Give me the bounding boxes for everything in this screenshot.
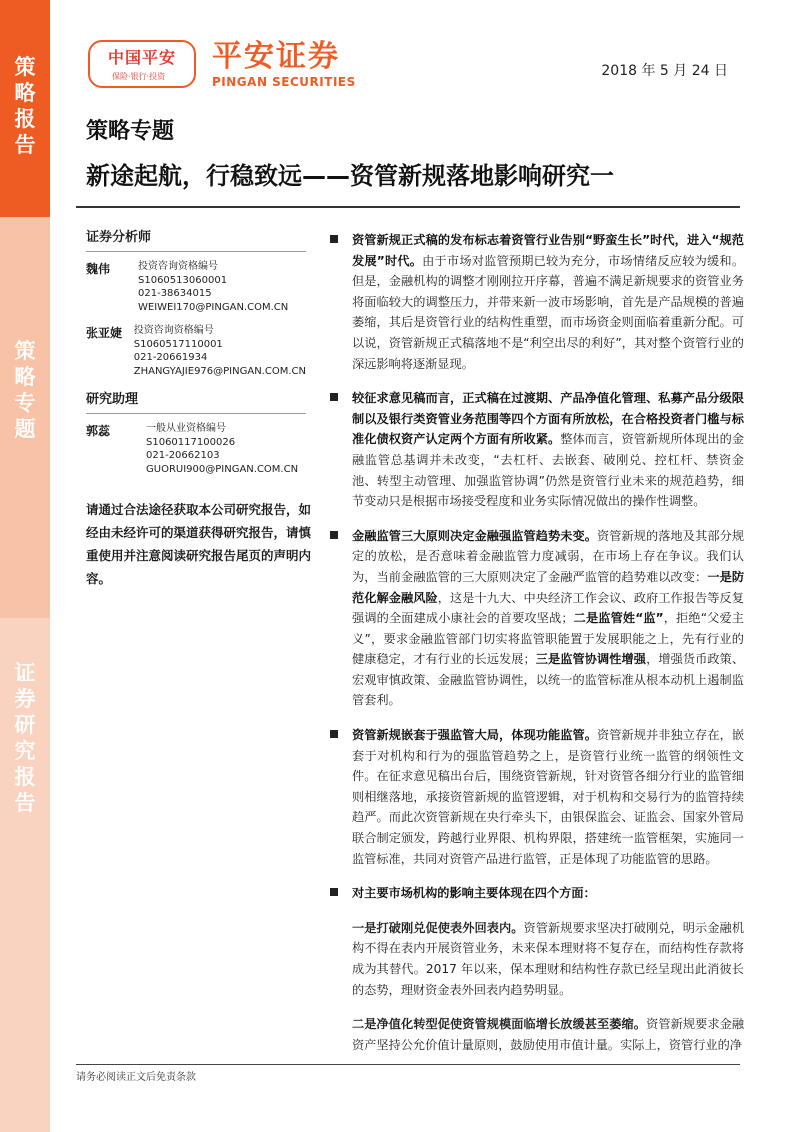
square-bullet-icon — [330, 393, 338, 401]
side-label-report: 策 略 报 告 — [14, 55, 36, 157]
side-label-research: 证 券 研 究 报 告 — [14, 661, 36, 815]
assistant-email[interactable]: GUORUI900@PINGAN.COM.CN — [146, 463, 299, 475]
summary-paragraph — [330, 526, 744, 711]
footer-divider — [76, 1064, 740, 1065]
assistant-phone: 021-20662103 — [146, 450, 220, 461]
principle-three: 三是监管协调性增强 — [535, 652, 647, 667]
usage-disclaimer: 请通过合法途径获取本公司研究报告，如经由未经许可的渠道获得研究报告，请慎重使用并注意阅读研究报告尾页的声明内容。 — [86, 502, 312, 586]
ping-an-logo-text: 中国平安 — [107, 48, 176, 67]
square-bullet-icon — [330, 888, 338, 896]
square-bullet-icon — [330, 235, 338, 243]
analyst-card — [86, 260, 306, 314]
impact-lead: 一是打破刚兑促使表外回表内。 — [352, 920, 524, 935]
analyst-phone: 021-20661934 — [133, 352, 208, 363]
title-divider — [76, 206, 740, 208]
impact-text: 资管新规要求金融资产坚持公允价值计量原则，鼓励使用市值计量。实际上，资管行业的净 — [352, 1017, 745, 1052]
paragraph-lead: 金融监管三大原则决定金融强监管趋势未变。 — [352, 528, 598, 543]
author-sidebar — [86, 226, 312, 590]
analyst-qual-label: 投资咨询资格编号 — [138, 261, 218, 272]
analyst-email[interactable]: WEIWEI170@PINGAN.COM.CN — [138, 301, 289, 313]
assistant-name: 郭蕊 — [86, 424, 111, 438]
paragraph-lead: 资管新规正式稿的发布标志着资管行业告别“野蛮生长”时代，进入“规范发展”时代。 — [352, 233, 744, 268]
securities-logo-cn: 平安证券 — [212, 39, 340, 74]
square-bullet-icon — [330, 531, 338, 539]
paragraph-text: 由于市场对监管预期已较为充分，市场情绪反应较为缓和。但是，金融机构的调整才刚刚拉开序幕，普遍不满足新规要求的资管业务将面临较大的调整压力，并带来新一波市场影响，首先是产品规模的普遍萎缩，其后是资管行业的结构性重塑，而市场资金则面临着重新分配。可以说，资管新规正式稿落地不是“利空出尽的利好”，其对整个资管行业的深远影响将逐渐显现。 — [352, 253, 745, 371]
report-date: 2018 年 5 月 24 日 — [601, 63, 728, 79]
principle-one: 一是防范化解金融风险 — [352, 569, 745, 605]
summary-paragraph — [330, 883, 744, 904]
summary-paragraph — [330, 388, 744, 512]
analyst-qual-number: S1060513060001 — [138, 274, 228, 286]
analyst-name: 张亚婕 — [86, 326, 123, 340]
analysts-heading: 证券分析师 — [86, 226, 306, 252]
assistant-card — [86, 422, 306, 476]
pingan-securities-logo — [212, 40, 356, 90]
impact-text: 资管新规要求坚决打破刚兑，明示金融机构不得在表内开展资管业务，未来保本理财将不复存在，而结构性存款将成为其替代。2017 年以来，保本理财和结构性存款已经呈现出此消彼长的态势，理财资金表外回表内趋势明显。 — [352, 920, 745, 997]
summary-body — [330, 230, 744, 1069]
analyst-email[interactable]: ZHANGYAJIE976@PINGAN.COM.CN — [133, 365, 306, 377]
paragraph-text: 资管新规的落地及其部分规定的放松，是否意味着金融监管力度减弱，在市场上存在争议。我们认为，当前金融监管的三大原则决定了金融严监管的趋势难以改变： — [352, 528, 745, 584]
ping-an-logo — [88, 40, 196, 88]
assistant-info — [146, 422, 298, 476]
report-category: 策略专题 — [86, 119, 175, 144]
assistant-qual-label: 一般从业资格编号 — [146, 423, 226, 434]
analyst-phone: 021-38634015 — [138, 288, 212, 299]
summary-paragraph — [330, 725, 744, 869]
analyst-name: 魏伟 — [86, 262, 111, 276]
square-bullet-icon — [330, 730, 338, 738]
side-label-topic: 策 略 专 题 — [14, 339, 36, 441]
analyst-info — [134, 324, 306, 378]
paragraph-text: ，这是十九大、中央经济工作会议、政府工作报告等反复强调的全面建成小康社会的首要攻坚战； — [352, 590, 745, 626]
analyst-qual-number: S1060517110001 — [133, 338, 223, 350]
analyst-card — [86, 324, 306, 378]
footer-disclaimer: 请务必阅读正文后免责条款 — [76, 1072, 196, 1083]
paragraph-lead: 对主要市场机构的影响主要体现在四个方面： — [352, 886, 596, 901]
report-title: 新途起航，行稳致远——资管新规落地影响研究一 — [86, 162, 614, 190]
analyst-qual-label: 投资咨询资格编号 — [133, 325, 214, 336]
summary-paragraph — [330, 230, 744, 374]
paragraph-text: ，拒绝“父爱主义”，要求金融监管部门切实将监管职能置于发展职能之上，先有行业的健康稳定，才有行业的长远发展； — [352, 611, 744, 667]
securities-logo-en: PINGAN SECURITIES — [212, 75, 356, 89]
assistant-heading: 研究助理 — [86, 388, 306, 414]
principle-two: 二是监管姓“监” — [573, 611, 664, 626]
impact-point — [330, 918, 744, 1000]
impact-lead: 二是净值化转型促使资管规模面临增长放缓甚至萎缩。 — [352, 1017, 647, 1032]
ping-an-logo-slogan: 保险·银行·投资 — [112, 72, 166, 81]
impact-point — [330, 1014, 744, 1055]
paragraph-text: 资管新规并非独立存在，嵌套于对机构和行为的强监管趋势之上，是资管行业统一监管的纲领性文件。在征求意见稿出台后，围绕资管新规，针对资管各细分行业的监管细则相继落地，承接资管新规的监管逻辑，对于机构和交易行为的监管持续趋严。而此次资管新规在央行牵头下，由银保监会、证监会、国家外管局联合制定颁发，跨越行业界限、机构界限，搭建统一监管框架，实施同一监管标准，共同对资管产品进行监管，正是体现了功能监管的思路。 — [352, 728, 745, 866]
analyst-info — [138, 260, 288, 314]
paragraph-lead: 较征求意见稿而言，正式稿在过渡期、产品净值化管理、私募产品分级限制以及银行类资管业务范围等四个方面有所放松，在合格投资者门槛与标准化债权资产认定两个方面有所收紧。 — [352, 391, 744, 447]
paragraph-text: 整体而言，资管新规所体现出的金融监管总基调并未改变，“去杠杆、去嵌套、破刚兑、控杠杆、禁资金池、转型主动管理、加强监管协调”仍然是资管行业未来的规范趋势，细节变动只是根据市场接受程度和业务实际情况做出的操作性调整。 — [352, 432, 745, 509]
assistant-qual-number: S1060117100026 — [146, 436, 236, 448]
paragraph-lead: 资管新规嵌套于强监管大局，体现功能监管。 — [352, 728, 598, 743]
paragraph-text: ，增强货币政策、宏观审慎政策、金融监管协调性，以统一的监管标准从根本动机上遏制监管套利。 — [352, 652, 745, 708]
